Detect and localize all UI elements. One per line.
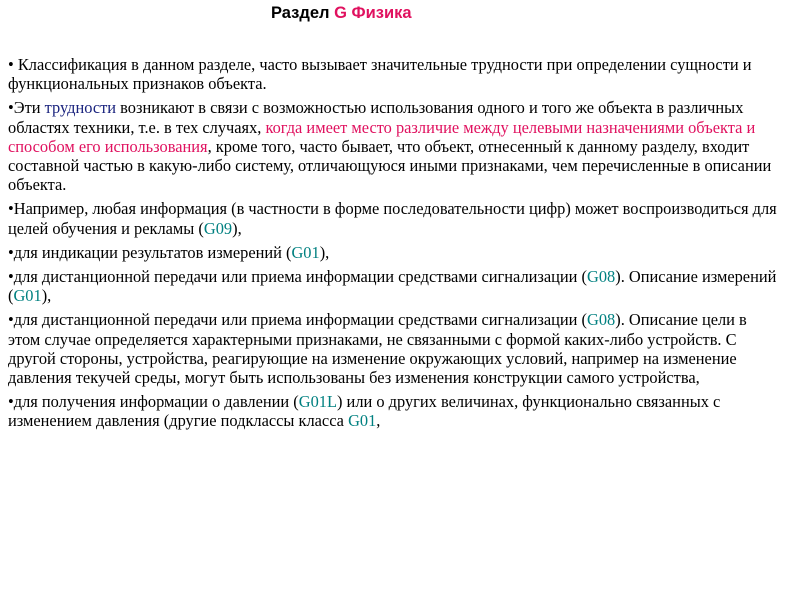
text-segment: Эти [13, 98, 45, 118]
text-segment: ) или о других величинах, функционально связанных с изменением давления (другие подклассы класса [8, 392, 721, 431]
text-segment: Классификация в данном разделе, часто вызывает значительные трудности при определении сущности и функциональных признаков объекта. [8, 55, 752, 94]
bullet-marker: • [8, 98, 14, 118]
classification-code: G01 [348, 411, 377, 431]
text-segment: ), [232, 218, 242, 238]
text-segment: ), [319, 242, 330, 262]
bullet-marker: • [8, 392, 14, 412]
classification-code: G01 [13, 286, 42, 306]
classification-code: G08 [587, 310, 616, 330]
text-segment: для дистанционной передачи или приема информации средствами сигнализации ( [13, 267, 588, 287]
text-segment: ), [41, 286, 52, 306]
text-segment: для дистанционной передачи или приема информации средствами сигнализации ( [13, 310, 588, 330]
bullet-marker: • [8, 310, 14, 330]
bullet-paragraph [8, 55, 778, 93]
highlighted-text: когда имеет место различие между целевыми назначениями объекта и способом его использования [8, 117, 756, 156]
title-prefix: Раздел [271, 4, 335, 22]
bullet-marker: • [8, 267, 14, 287]
classification-code: G01 [291, 242, 320, 262]
text-segment: Например, любая информация (в частности в форме последовательности цифр) может воспроизводиться для целей обучения и рекламы ( [8, 199, 777, 238]
text-segment: для индикации результатов измерений ( [13, 242, 292, 262]
bullet-paragraph [8, 243, 778, 262]
highlighted-text: трудности [44, 98, 117, 118]
text-segment: , [376, 411, 381, 431]
title-section-code: G Физика [334, 4, 412, 22]
classification-code: G08 [587, 267, 616, 287]
text-segment: возникают в связи с возможностью использования одного и того же объекта в различных областях техники, т.е. в тех случаях, [8, 98, 744, 137]
bullet-marker: • [8, 199, 14, 219]
text-segment: ). Описание измерений ( [8, 267, 777, 306]
bullet-paragraph [8, 310, 778, 387]
classification-code: G01L [298, 392, 337, 412]
bullet-marker: • [8, 242, 14, 262]
text-segment: , кроме того, часто бывает, что объект, отнесенный к данному разделу, входит составной частью в какую-либо систему, отличающуюся иными признаками, чем перечисленные в описании объекта. [8, 136, 772, 195]
bullet-paragraph [8, 392, 778, 430]
text-segment: ). Описание цели в этом случае определяется характерными признаками, не связанными с формой каких-либо устройств. С другой стороны, устройства, реагирующие на изменение окружающих условий, например на изменение давления текучей среды, могут быть использованы без изменения конструкции самого устройства, [8, 310, 747, 388]
bullet-paragraph [8, 98, 778, 194]
bullet-paragraph [8, 199, 778, 237]
slide-body [8, 55, 778, 436]
bullet-marker: • [8, 55, 14, 74]
page-title [271, 3, 412, 23]
bullet-paragraph [8, 267, 778, 305]
text-segment: для получения информации о давлении ( [13, 392, 299, 412]
classification-code: G09 [203, 218, 233, 238]
